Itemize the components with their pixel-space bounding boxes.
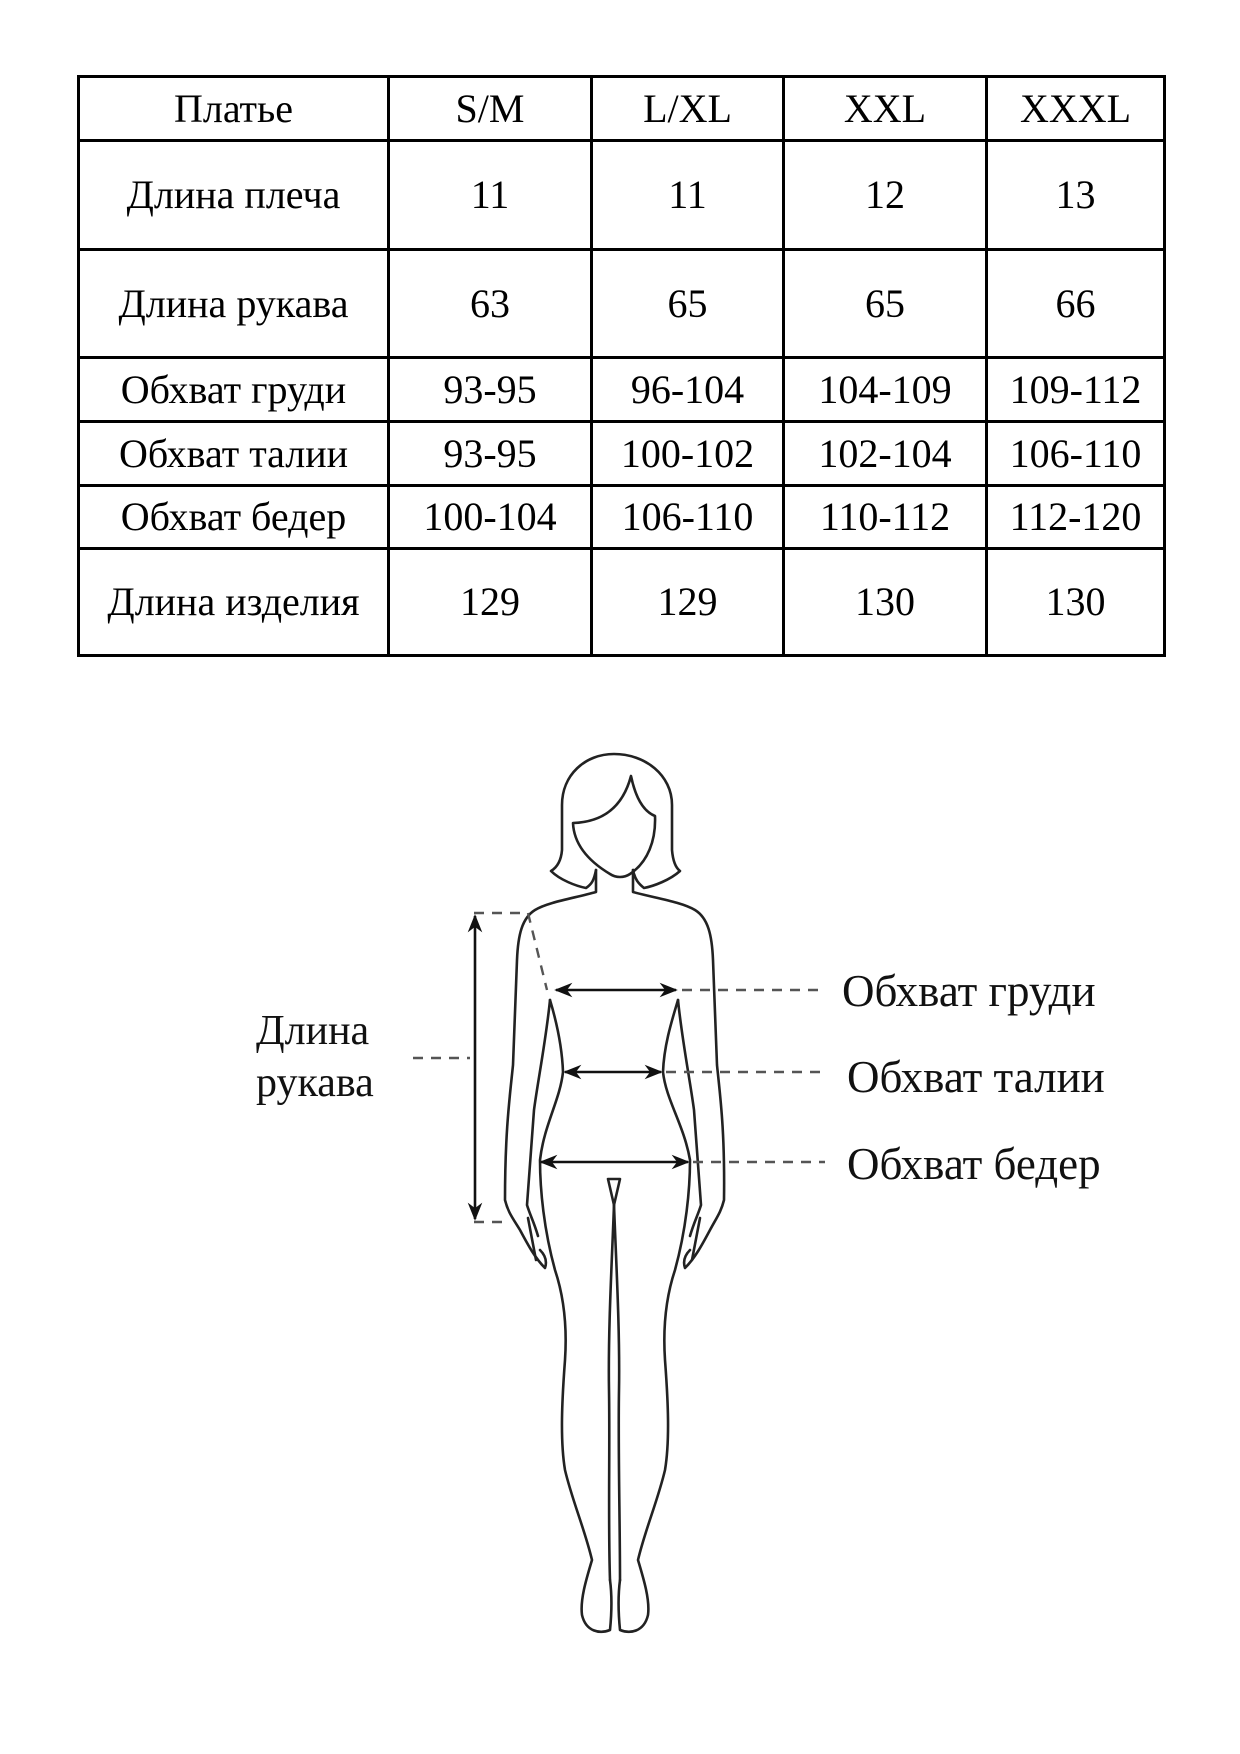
table-cell: 65 — [592, 250, 784, 358]
table-cell: 112-120 — [987, 486, 1165, 549]
table-row — [79, 549, 1165, 656]
table-row — [79, 422, 1165, 486]
table-cell: 104-109 — [784, 358, 987, 422]
header-size-lxl: L/XL — [592, 77, 784, 141]
table-cell: 106-110 — [592, 486, 784, 549]
table-cell: 100-102 — [592, 422, 784, 486]
body-measurement-figure — [0, 700, 1240, 1700]
table-cell: 130 — [987, 549, 1165, 656]
table-cell: 13 — [987, 141, 1165, 250]
header-size-xxl: XXL — [784, 77, 987, 141]
row-label: Длина плеча — [79, 141, 389, 250]
sleeve-label-line2: рукава — [256, 1060, 374, 1106]
row-label: Обхват талии — [79, 422, 389, 486]
table-cell: 109-112 — [987, 358, 1165, 422]
table-cell: 102-104 — [784, 422, 987, 486]
measurement-arrows — [475, 916, 688, 1219]
row-label: Длина рукава — [79, 250, 389, 358]
sleeve-length-label — [256, 1005, 374, 1109]
size-chart-table — [77, 75, 1166, 657]
table-cell: 129 — [389, 549, 592, 656]
table-cell: 63 — [389, 250, 592, 358]
row-label: Обхват бедер — [79, 486, 389, 549]
header-garment: Платье — [79, 77, 389, 141]
table-cell: 106-110 — [987, 422, 1165, 486]
chest-label: Обхват груди — [842, 966, 1096, 1016]
table-row — [79, 250, 1165, 358]
header-size-xxxl: XXXL — [987, 77, 1165, 141]
hip-label: Обхват бедер — [847, 1139, 1101, 1189]
table-cell: 100-104 — [389, 486, 592, 549]
table-row — [79, 486, 1165, 549]
table-row — [79, 141, 1165, 250]
table-row — [79, 358, 1165, 422]
table-cell: 96-104 — [592, 358, 784, 422]
table-cell: 11 — [592, 141, 784, 250]
table-cell: 12 — [784, 141, 987, 250]
woman-silhouette-icon — [505, 754, 724, 1632]
header-size-sm: S/M — [389, 77, 592, 141]
table-cell: 93-95 — [389, 422, 592, 486]
table-cell: 110-112 — [784, 486, 987, 549]
row-label: Обхват груди — [79, 358, 389, 422]
table-cell: 93-95 — [389, 358, 592, 422]
sleeve-label-line1: Длина — [256, 1008, 370, 1054]
row-label: Длина изделия — [79, 549, 389, 656]
table-cell: 129 — [592, 549, 784, 656]
waist-label: Обхват талии — [847, 1052, 1105, 1102]
table-cell: 11 — [389, 141, 592, 250]
table-cell: 65 — [784, 250, 987, 358]
table-cell: 66 — [987, 250, 1165, 358]
table-header-row — [79, 77, 1165, 141]
table-cell: 130 — [784, 549, 987, 656]
